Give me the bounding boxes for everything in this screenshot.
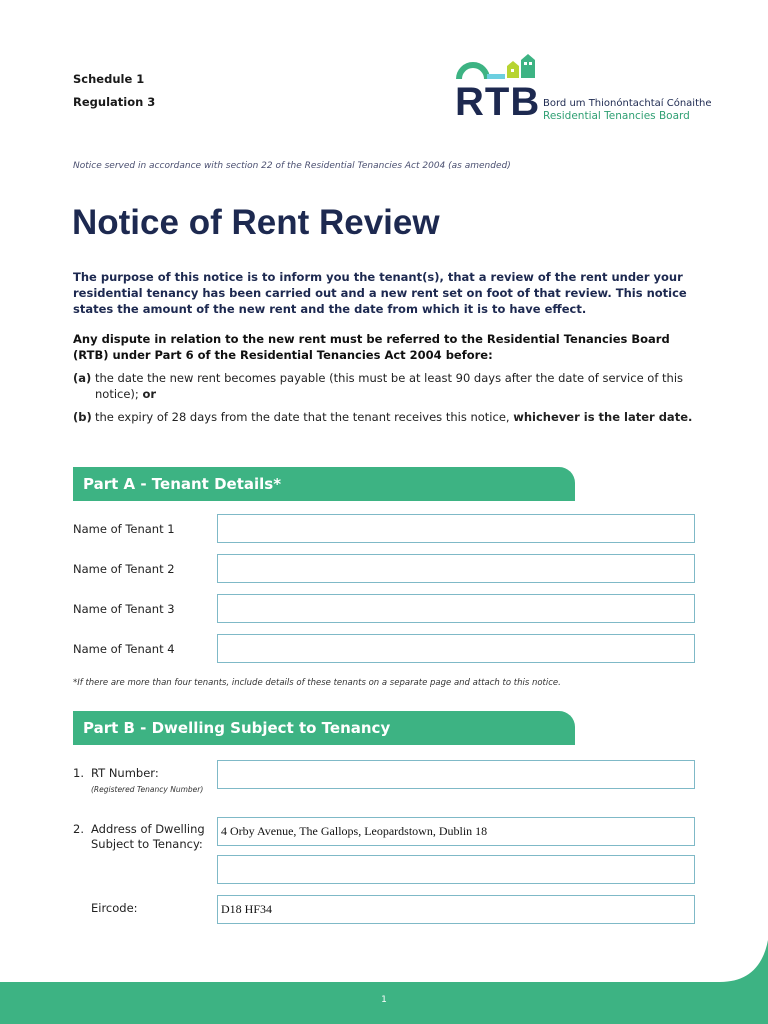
clause-text: the date the new rent becomes payable (this must be at least 90 days after the date of service of this notice); (95, 371, 684, 401)
tenants-footnote: *If there are more than four tenants, include details of these tenants on a separate page and attach to this notice. (73, 678, 561, 688)
logo-acronym: RTB (455, 80, 541, 124)
address-label-line2: Subject to Tenancy: (91, 837, 203, 851)
tenant-4-label: Name of Tenant 4 (73, 642, 175, 656)
page-title: Notice of Rent Review (72, 203, 440, 242)
purpose-paragraph: The purpose of this notice is to inform you the tenant(s), that a review of the rent under your residential tenancy has been carried out and a new rent set on foot of that review. This notice states the amount of the new rent and the date from which it is to have effect. (73, 270, 687, 316)
tenant-4-field[interactable] (217, 634, 695, 663)
tenant-3-label: Name of Tenant 3 (73, 602, 175, 616)
footer-band (0, 940, 768, 1024)
tenant-1-label: Name of Tenant 1 (73, 522, 175, 536)
tenant-1-field[interactable] (217, 514, 695, 543)
rt-number-label: RT Number: (91, 766, 159, 780)
part-b-heading: Part B - Dwelling Subject to Tenancy (73, 711, 575, 745)
rt-number-field[interactable] (217, 760, 695, 789)
logo-english-name: Residential Tenancies Board (543, 110, 690, 122)
logo-irish-name: Bord um Thionóntachtaí Cónaithe (543, 98, 712, 109)
address-index: 2. (73, 822, 84, 836)
tenant-2-field[interactable] (217, 554, 695, 583)
rt-number-index: 1. (73, 766, 84, 780)
clause-emphasis: or (142, 387, 157, 401)
page-number: 1 (381, 995, 387, 1005)
houses-arch-icon (455, 52, 545, 82)
rt-number-sublabel: (Registered Tenancy Number) (91, 785, 204, 794)
clause-letter: (b) (73, 410, 92, 424)
tenant-2-label: Name of Tenant 2 (73, 562, 175, 576)
schedule-block (73, 68, 155, 114)
schedule-label: Schedule 1 (73, 72, 145, 86)
dispute-paragraph: Any dispute in relation to the new rent must be referred to the Residential Tenancies Board (RTB) under Part 6 of the Residential Tenancies Act 2004 before: (73, 332, 670, 362)
address-label-line1: Address of Dwelling (91, 822, 205, 836)
rtb-logo (455, 52, 712, 124)
address-label (91, 822, 205, 852)
clause-a (73, 370, 698, 402)
eircode-value: D18 HF34 (221, 902, 273, 916)
address-line1-value: 4 Orby Avenue, The Gallops, Leopardstown, Dublin 18 (221, 824, 488, 838)
tenant-3-field[interactable] (217, 594, 695, 623)
part-a-heading: Part A - Tenant Details* (73, 467, 575, 501)
address-line2-field[interactable] (217, 855, 695, 884)
address-line1-field[interactable] (217, 817, 695, 846)
clause-text: the expiry of 28 days from the date that the tenant receives this notice, (95, 410, 510, 424)
clause-letter: (a) (73, 371, 92, 385)
eircode-field[interactable] (217, 895, 695, 924)
served-notice: Notice served in accordance with section 22 of the Residential Tenancies Act 2004 (as amended) (73, 161, 511, 171)
regulation-label: Regulation 3 (73, 95, 156, 109)
clause-emphasis: whichever is the later date. (513, 410, 693, 424)
clause-b (73, 409, 698, 425)
eircode-label: Eircode: (91, 901, 138, 915)
